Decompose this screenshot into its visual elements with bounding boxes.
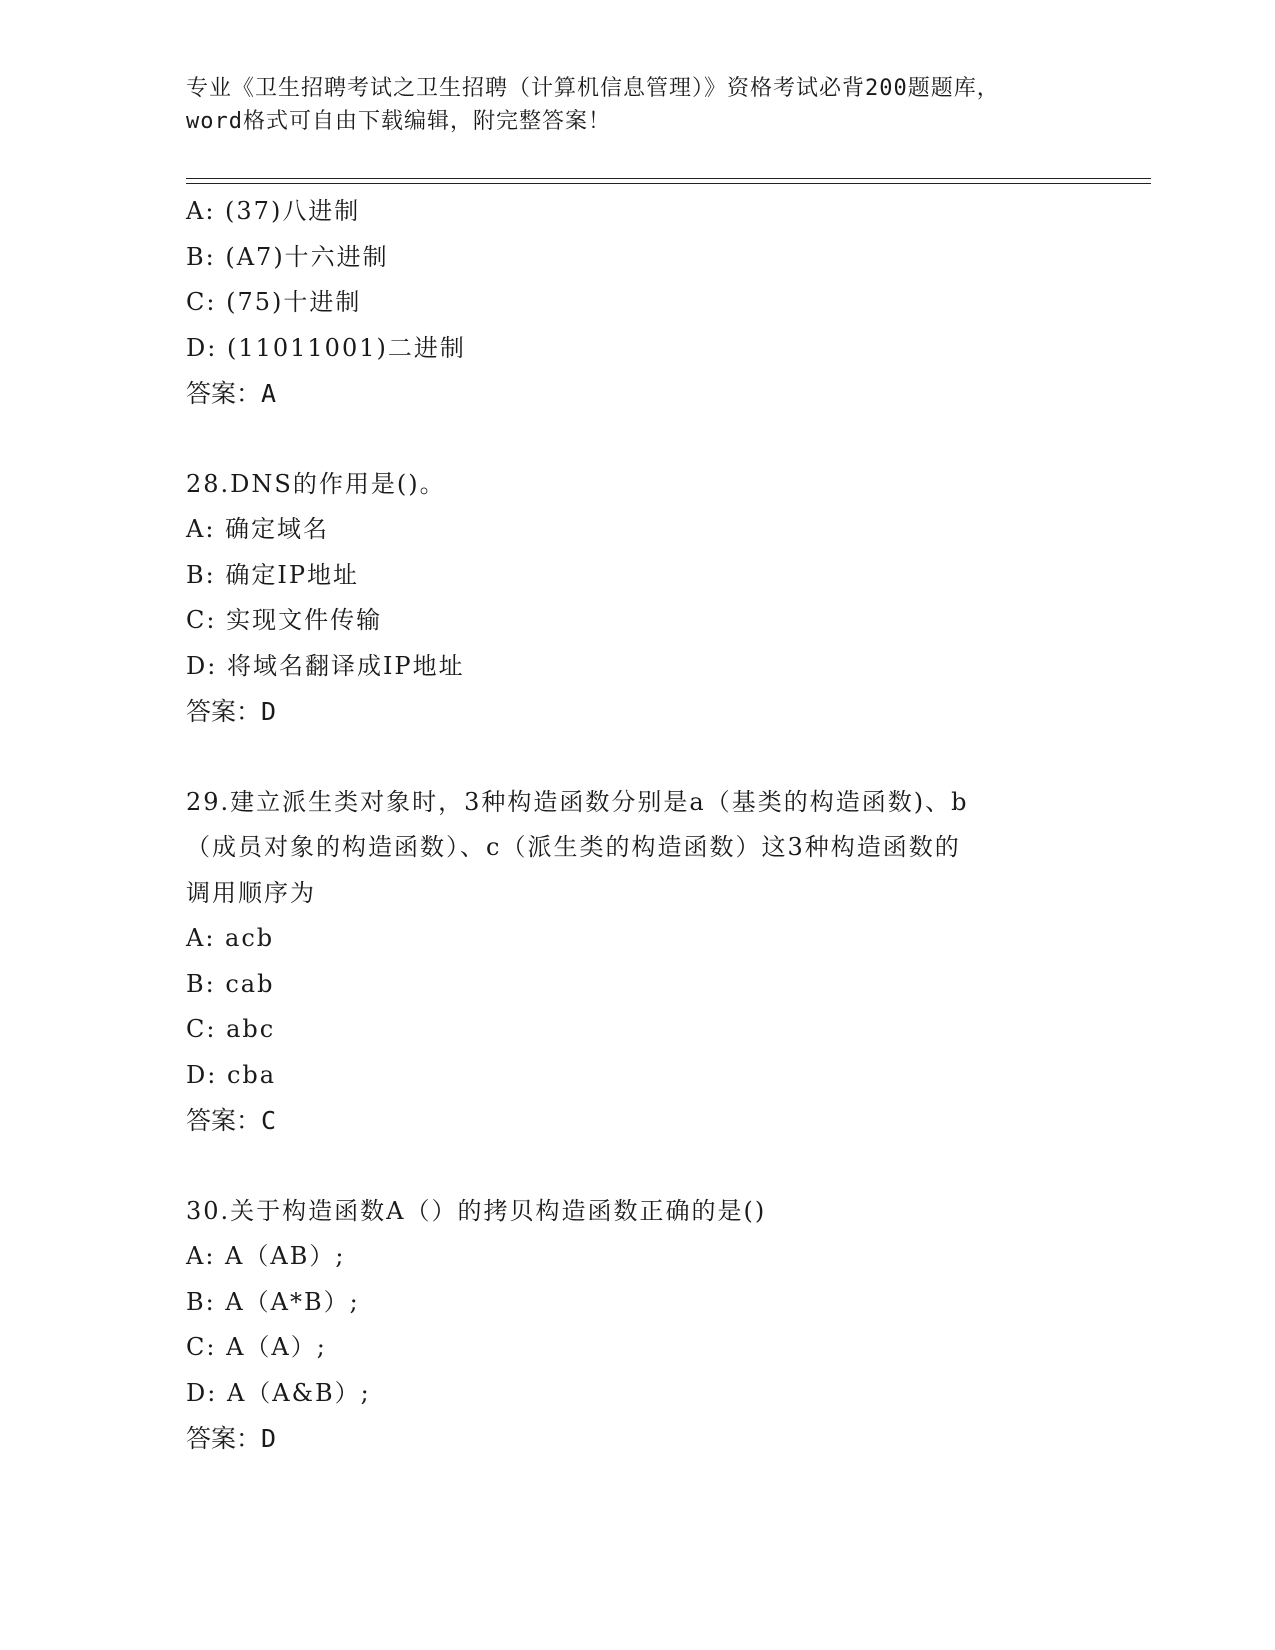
document-header (186, 72, 1086, 138)
question-list (186, 189, 1086, 1462)
question-stem-line-2: （成员对象的构造函数）、c（派生类的构造函数）这3种构造函数的 (186, 833, 961, 861)
question-stem-line-3: 调用顺序为 (186, 878, 316, 907)
option-b: B: cab (186, 969, 275, 998)
answer: 答案：A (186, 379, 277, 408)
header-divider-bottom (186, 183, 1151, 184)
question-stem-line-1: 29.建立派生类对象时，3种构造函数分别是a（基类的构造函数)、b (186, 787, 969, 816)
option-b: B: (A7)十六进制 (186, 242, 389, 271)
option-c: C: (75)十进制 (186, 288, 362, 316)
option-c: C: 实现文件传输 (186, 606, 383, 634)
question-27 (186, 189, 1086, 417)
question-stem: 30.关于构造函数A（）的拷贝构造函数正确的是() (186, 1196, 767, 1225)
question-29 (186, 780, 1086, 1144)
option-c: C: A（A）; (186, 1333, 327, 1361)
option-a: A: A（AB）; (186, 1242, 346, 1270)
option-d: D: cba (186, 1060, 277, 1089)
header-line-2: word格式可自由下载编辑，附完整答案！ (186, 109, 611, 134)
option-d: D: A（A&B）; (186, 1378, 371, 1407)
header-line-1: 专业《卫生招聘考试之卫生招聘（计算机信息管理）》资格考试必背200题题库， (186, 76, 1000, 101)
option-d: D: 将域名翻译成IP地址 (186, 651, 465, 680)
option-a: A: acb (186, 924, 275, 952)
header-divider-top (186, 178, 1151, 179)
question-28 (186, 462, 1086, 735)
answer: 答案：D (186, 697, 277, 726)
option-b: B: 确定IP地址 (186, 560, 359, 589)
question-30 (186, 1189, 1086, 1462)
answer: 答案：D (186, 1424, 277, 1453)
option-b: B: A（A*B）; (186, 1287, 360, 1316)
option-d: D: (11011001)二进制 (186, 333, 466, 362)
option-a: A: 确定域名 (186, 515, 330, 543)
option-c: C: abc (186, 1015, 276, 1043)
option-a: A: (37)八进制 (186, 197, 361, 225)
answer: 答案：C (186, 1106, 277, 1135)
question-stem: 28.DNS的作用是()。 (186, 469, 446, 498)
